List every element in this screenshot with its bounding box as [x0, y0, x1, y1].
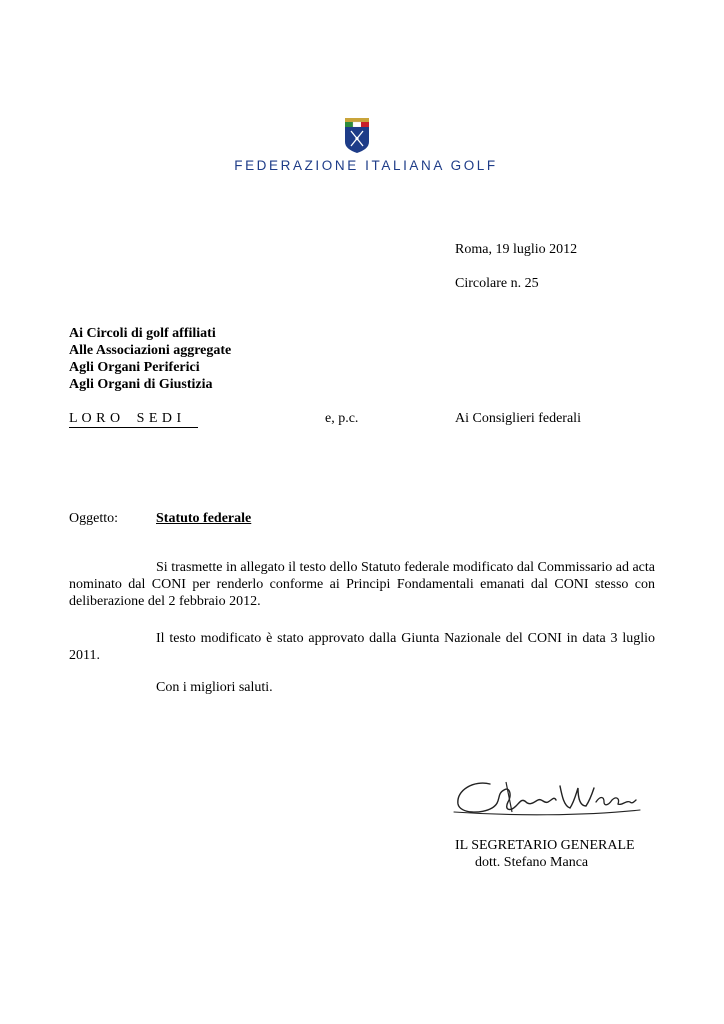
recipient-line: Agli Organi Periferici — [69, 360, 200, 375]
subject-label: Oggetto: — [69, 511, 118, 526]
federation-logo — [343, 118, 371, 154]
recipient-line: Ai Circoli di golf affiliati — [69, 326, 216, 341]
handwritten-signature — [452, 772, 642, 822]
golf-shield-icon — [343, 118, 371, 154]
organization-name: FEDERAZIONE ITALIANA GOLF — [234, 158, 498, 173]
body-paragraph: Si trasmette in allegato il testo dello Statuto federale modificato dal Commissario ad acta nominato dal CONI per renderlo conforme ai Principi Fondamentali emanati dal CONI stesso con deliberazione del 2 febbraio 2012. — [69, 560, 655, 609]
place-date: Roma, 19 luglio 2012 — [455, 242, 578, 257]
body-paragraph: Il testo modificato è stato approvato dalla Giunta Nazionale del CONI in data 3 luglio 2011. — [69, 631, 655, 663]
subject-value: Statuto federale — [156, 511, 252, 526]
recipient-line: Alle Associazioni aggregate — [69, 343, 232, 358]
signatory-name: dott. Stefano Manca — [475, 855, 589, 870]
signatory-title: IL SEGRETARIO GENERALE — [455, 838, 635, 853]
cc-label: e, p.c. — [325, 411, 359, 426]
recipient-line: Agli Organi di Giustizia — [69, 377, 213, 392]
signature-icon — [452, 772, 642, 822]
circular-number: Circolare n. 25 — [455, 276, 539, 291]
cc-recipient: Ai Consiglieri federali — [455, 411, 581, 426]
closing-greeting: Con i migliori saluti. — [156, 680, 273, 695]
loro-sedi: L O R O S E D I — [69, 411, 198, 428]
